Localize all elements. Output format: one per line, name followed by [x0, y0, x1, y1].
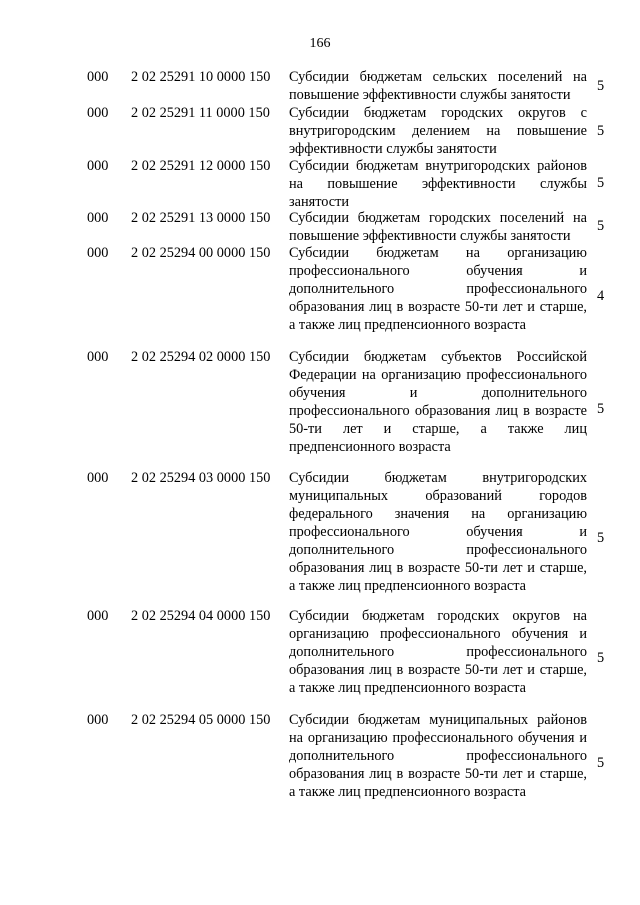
- budget-code: 2 02 25291 11 0000 150: [131, 105, 270, 121]
- budget-code: 2 02 25294 02 0000 150: [131, 349, 271, 365]
- budget-code: 2 02 25294 00 0000 150: [131, 245, 271, 261]
- row-name: Субсидии бюджетам городских поселений на повышение эффективности службы занятости: [289, 210, 587, 244]
- row-name: Субсидии бюджетам внутригородских муниципальных образований городов федерального значения на организацию профессионального обучения и дополнительного профессионального образования лиц в возрасте 50-ти лет и старше, а также лиц предпенсионного возраста: [289, 470, 587, 594]
- admin-code: 000: [87, 608, 109, 624]
- row-name: Субсидии бюджетам на организацию профессионального обучения и дополнительного профессионального образования лиц в возрасте 50-ти лет и старше, а также лиц предпенсионного возраста: [289, 245, 587, 333]
- budget-code: 2 02 25291 12 0000 150: [131, 158, 271, 174]
- page-number: 166: [309, 36, 331, 51]
- row-name: Субсидии бюджетам городских округов с внутригородским делением на повышение эффективности службы занятости: [289, 105, 587, 157]
- row-value: 5: [597, 650, 605, 666]
- row-value: 5: [597, 218, 605, 234]
- row-value: 5: [597, 123, 605, 139]
- admin-code: 000: [87, 210, 109, 226]
- row-value: 5: [597, 401, 605, 417]
- budget-code: 2 02 25291 10 0000 150: [131, 69, 271, 85]
- budget-code: 2 02 25291 13 0000 150: [131, 210, 271, 226]
- admin-code: 000: [87, 105, 109, 121]
- row-name: Субсидии бюджетам городских округов на организацию профессионального обучения и дополнительного профессионального образования лиц в возрасте 50-ти лет и старше, а также лиц предпенсионного возраста: [289, 608, 587, 696]
- row-value: 4: [597, 288, 605, 304]
- row-value: 5: [597, 755, 605, 771]
- budget-code: 2 02 25294 04 0000 150: [131, 608, 271, 624]
- row-value: 5: [597, 175, 605, 191]
- admin-code: 000: [87, 349, 109, 365]
- admin-code: 000: [87, 712, 109, 728]
- admin-code: 000: [87, 245, 109, 261]
- budget-code: 2 02 25294 03 0000 150: [131, 470, 271, 486]
- row-value: 5: [597, 530, 605, 546]
- row-name: Субсидии бюджетам сельских поселений на повышение эффективности службы занятости: [289, 69, 587, 103]
- admin-code: 000: [87, 470, 109, 486]
- budget-code: 2 02 25294 05 0000 150: [131, 712, 271, 728]
- row-name: Субсидии бюджетам муниципальных районов на организацию профессионального обучения и дополнительного профессионального образования лиц в возрасте 50-ти лет и старше, а также лиц предпенсионного возраста: [289, 712, 587, 800]
- row-name: Субсидии бюджетам внутригородских районов на повышение эффективности службы занятости: [289, 158, 587, 210]
- row-name: Субсидии бюджетам субъектов Российской Федерации на организацию профессионального обучения и дополнительного профессионального образования лиц в возрасте 50-ти лет и старше, а также лиц предпенсионного возраста: [289, 349, 587, 455]
- row-value: 5: [597, 78, 605, 94]
- admin-code: 000: [87, 158, 109, 174]
- admin-code: 000: [87, 69, 109, 85]
